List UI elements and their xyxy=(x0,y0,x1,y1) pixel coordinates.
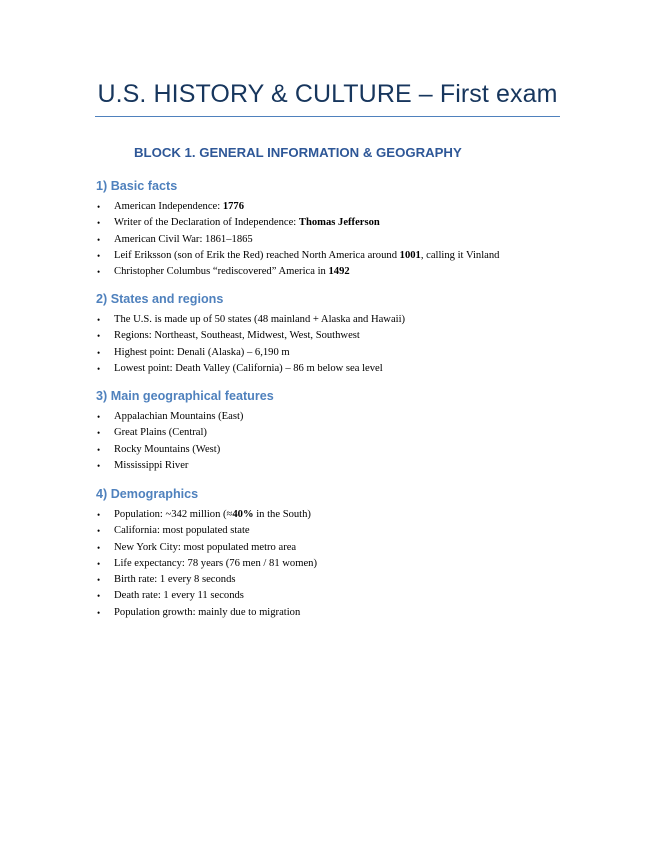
list-item xyxy=(96,248,556,264)
item-text: Lowest point: Death Valley (California) – 86 m below sea level xyxy=(114,362,383,374)
bullet-icon: • xyxy=(97,558,101,569)
section-geographical-features xyxy=(96,388,556,474)
item-text: California: most populated state xyxy=(114,525,250,537)
item-text-continued: in the South) xyxy=(253,509,311,520)
list-item xyxy=(96,328,556,344)
section-states-regions xyxy=(96,291,556,377)
bullet-icon: • xyxy=(97,526,101,537)
item-text: Appalachian Mountains (East) xyxy=(114,411,244,422)
bullet-icon: • xyxy=(97,428,101,439)
bullet-icon: • xyxy=(97,250,101,261)
item-emphasis: 40% xyxy=(232,509,254,520)
bullet-icon: • xyxy=(97,542,101,553)
bullet-icon: • xyxy=(97,607,101,618)
bullet-icon: • xyxy=(97,331,101,342)
list-item xyxy=(96,232,556,248)
item-text: Highest point: Denali (Alaska) – 6,190 m xyxy=(114,346,290,358)
item-text: New York City: most populated metro area xyxy=(114,541,297,553)
section-heading: 2) States and regions xyxy=(96,292,224,306)
list-item xyxy=(96,442,556,458)
list-item xyxy=(96,425,556,441)
item-text: Christopher Columbus “rediscovered” America in xyxy=(114,266,329,278)
list-item xyxy=(96,588,556,604)
bullet-icon: • xyxy=(97,234,101,245)
section-heading: 4) Demographics xyxy=(96,487,199,501)
section-heading: 3) Main geographical features xyxy=(96,389,274,403)
bullet-icon: • xyxy=(97,510,101,520)
item-text-continued: , calling it Vinland xyxy=(420,249,500,261)
item-text: Leif Eriksson (son of Erik the Red) reached North America around xyxy=(114,249,400,261)
item-emphasis: Thomas Jefferson xyxy=(298,217,380,229)
item-text: Population growth: mainly due to migration xyxy=(114,606,301,618)
item-text: American Independence: xyxy=(114,201,223,212)
item-text: American Civil War: 1861–1865 xyxy=(114,233,253,245)
item-emphasis: 1492 xyxy=(328,266,350,278)
bullet-icon: • xyxy=(97,202,101,212)
list-item xyxy=(96,409,556,425)
list-item xyxy=(96,199,556,215)
bullet-icon: • xyxy=(97,315,101,325)
list-item xyxy=(96,572,556,588)
item-text: Rocky Mountains (West) xyxy=(114,443,221,455)
bullet-icon: • xyxy=(97,412,101,422)
bullet-list xyxy=(96,312,556,377)
list-item xyxy=(96,458,556,474)
list-item xyxy=(96,605,556,621)
item-text: Death rate: 1 every 11 seconds xyxy=(114,590,244,602)
list-item xyxy=(96,345,556,361)
bullet-list xyxy=(96,409,556,474)
bullet-icon: • xyxy=(97,267,101,278)
bullet-icon: • xyxy=(97,460,101,471)
list-item xyxy=(96,523,556,539)
bullet-icon: • xyxy=(97,363,101,374)
list-item xyxy=(96,556,556,572)
item-text: Life expectancy: 78 years (76 men / 81 women) xyxy=(114,557,317,569)
list-item xyxy=(96,215,556,231)
section-basic-facts xyxy=(96,178,556,280)
item-text: Great Plains (Central) xyxy=(114,427,207,439)
bullet-icon: • xyxy=(97,444,101,455)
item-emphasis: 1776 xyxy=(222,201,245,212)
bullet-list xyxy=(96,507,556,621)
list-item xyxy=(96,507,556,523)
bullet-icon: • xyxy=(97,347,101,358)
item-text: Population: ~342 million (≈ xyxy=(114,509,233,520)
bullet-icon: • xyxy=(97,591,101,602)
list-item xyxy=(96,264,556,280)
list-item xyxy=(96,540,556,556)
item-text: Writer of the Declaration of Independence: xyxy=(114,217,299,229)
section-heading: 1) Basic facts xyxy=(96,179,178,193)
bullet-icon: • xyxy=(97,218,101,229)
bullet-list xyxy=(96,199,556,280)
item-text: Mississippi River xyxy=(114,459,189,471)
section-demographics xyxy=(96,486,556,621)
item-text: Birth rate: 1 every 8 seconds xyxy=(114,574,236,586)
item-text: The U.S. is made up of 50 states (48 mainland + Alaska and Hawaii) xyxy=(114,314,406,325)
list-item xyxy=(96,361,556,377)
block-heading: BLOCK 1. GENERAL INFORMATION & GEOGRAPHY xyxy=(134,145,462,160)
item-text: Regions: Northeast, Southeast, Midwest, West, Southwest xyxy=(114,330,360,342)
title-underline xyxy=(95,116,560,117)
item-emphasis: 1001 xyxy=(399,249,421,261)
page-title: U.S. HISTORY & CULTURE – First exam xyxy=(97,80,558,108)
list-item xyxy=(96,312,556,328)
bullet-icon: • xyxy=(97,575,101,586)
